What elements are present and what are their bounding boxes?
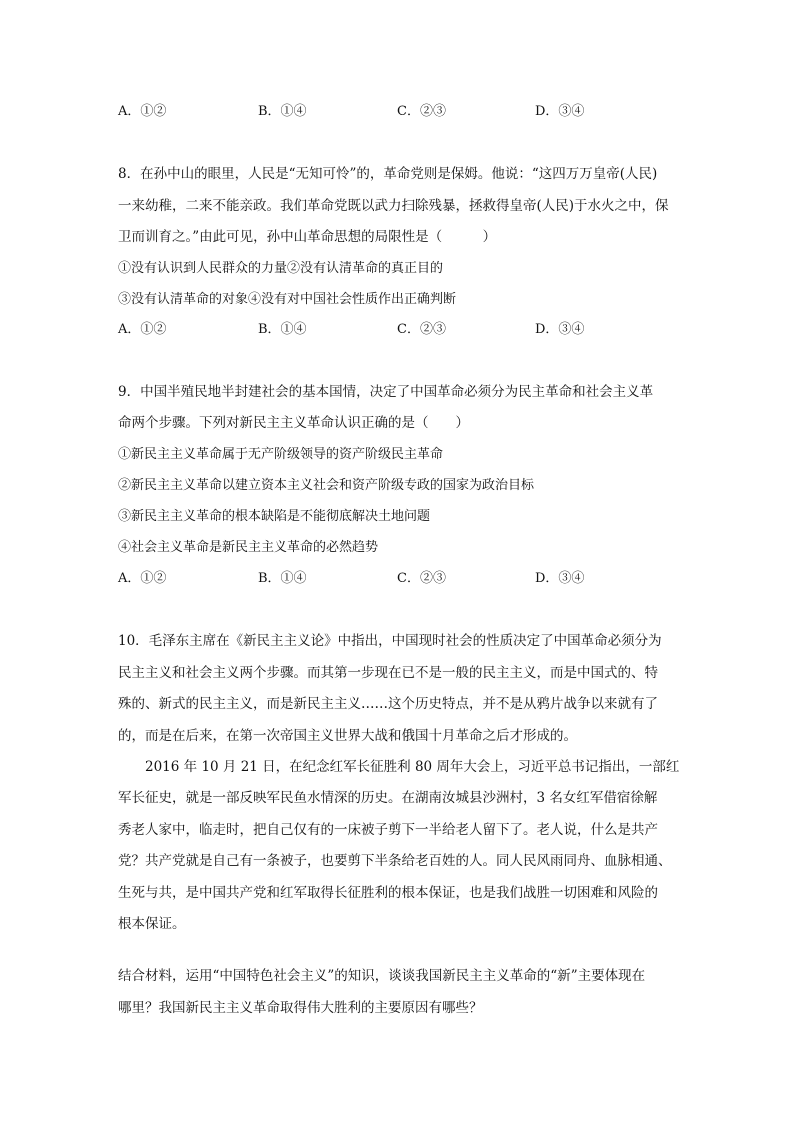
option-d: D．③④ xyxy=(535,104,585,119)
q8-stem-line-3: 卫而训育之。”由此可见，孙中山革命思想的局限性是（ ） xyxy=(118,229,497,245)
q10-material2-line-2: 军长征史，就是一部反映军民鱼水情深的历史。在湖南汝城县沙洲村，3 名女红军借宿徐解 xyxy=(118,790,658,806)
option-c: C．②③ xyxy=(397,571,446,586)
q10-material1-line-2: 民主主义和社会主义两个步骤。而其第一步现在已不是一般的民主主义，而是中国式的、特 xyxy=(118,665,658,681)
q10-material2-line-6: 根本保证。 xyxy=(118,916,186,932)
q10-material1-line-4: 的，而是在后来，在第一次帝国主义世界大战和俄国十月革命之后才形成的。 xyxy=(118,728,577,744)
q9-item-1: ①新民主主义革命属于无产阶级领导的资产阶级民主革命 xyxy=(118,447,444,462)
q9-stem-line-2: 命两个步骤。下列对新民主主义革命认识正确的是（ ） xyxy=(118,415,469,431)
option-d: D．③④ xyxy=(535,322,585,337)
option-b: B．①④ xyxy=(258,571,307,586)
q8-stem-line-1: 8．在孙中山的眼里，人民是“无知可怜”的，革命党则是保姆。他说：“这四万万皇帝(人民) xyxy=(118,166,658,182)
q9-options xyxy=(118,569,678,589)
q10-material2-line-5: 生死与共，是中国共产党和红军取得长征胜利的根本保证，也是我们战胜一切困难和风险的 xyxy=(118,885,658,901)
q10-question-line-2: 哪里？我国新民主主义革命取得伟大胜利的主要原因有哪些？ xyxy=(118,1000,483,1016)
option-a: A．①② xyxy=(118,571,167,586)
q10-material1-line-3: 殊的、新式的民主主义，而是新民主主义……这个历史特点，并不是从鸦片战争以来就有了 xyxy=(118,696,658,712)
option-b: B．①④ xyxy=(258,104,307,119)
option-c: C．②③ xyxy=(397,322,446,337)
option-a: A．①② xyxy=(118,104,167,119)
q10-question-line-1: 结合材料，运用“中国特色社会主义”的知识，谈谈我国新民主主义革命的“新”主要体现在 xyxy=(118,968,646,984)
q8-options xyxy=(118,320,678,340)
q9-item-4: ④社会主义革命是新民主主义革命的必然趋势 xyxy=(118,540,379,555)
option-b: B．①④ xyxy=(258,322,307,337)
q7-options xyxy=(118,102,678,122)
q9-stem-line-1: 9．中国半殖民地半封建社会的基本国情，决定了中国革命必须分为民主革命和社会主义革 xyxy=(118,384,654,400)
q10-material2-line-3: 秀老人家中，临走时，把自己仅有的一床被子剪下一半给老人留下了。老人说，什么是共产 xyxy=(118,822,658,838)
q10-material2-line-4: 党？共产党就是自己有一条被子，也要剪下半条给老百姓的人。同人民风雨同舟、血脉相通、 xyxy=(118,853,672,869)
q8-stem-line-2: 一来幼稚，二来不能亲政。我们革命党既以武力扫除残暴，拯救得皇帝(人民)于水火之中，保 xyxy=(118,198,669,214)
option-a: A．①② xyxy=(118,322,167,337)
q10-material1-line-1: 10．毛泽东主席在《新民主主义论》中指出，中国现时社会的性质决定了中国革命必须分为 xyxy=(118,633,662,649)
q9-item-3: ③新民主主义革命的根本缺陷是不能彻底解决土地问题 xyxy=(118,509,431,524)
q8-item-2: ③没有认清革命的对象④没有对中国社会性质作出正确判断 xyxy=(118,292,457,307)
q8-item-1: ①没有认识到人民群众的力量②没有认清革命的真正目的 xyxy=(118,261,444,276)
q9-item-2: ②新民主主义革命以建立资本主义社会和资产阶级专政的国家为政治目标 xyxy=(118,478,535,493)
option-c: C．②③ xyxy=(397,104,446,119)
q10-material2-line-1: 2016 年 10 月 21 日，在纪念红军长征胜利 80 周年大会上，习近平总书记指出，一部红 xyxy=(118,759,680,775)
option-d: D．③④ xyxy=(535,571,585,586)
